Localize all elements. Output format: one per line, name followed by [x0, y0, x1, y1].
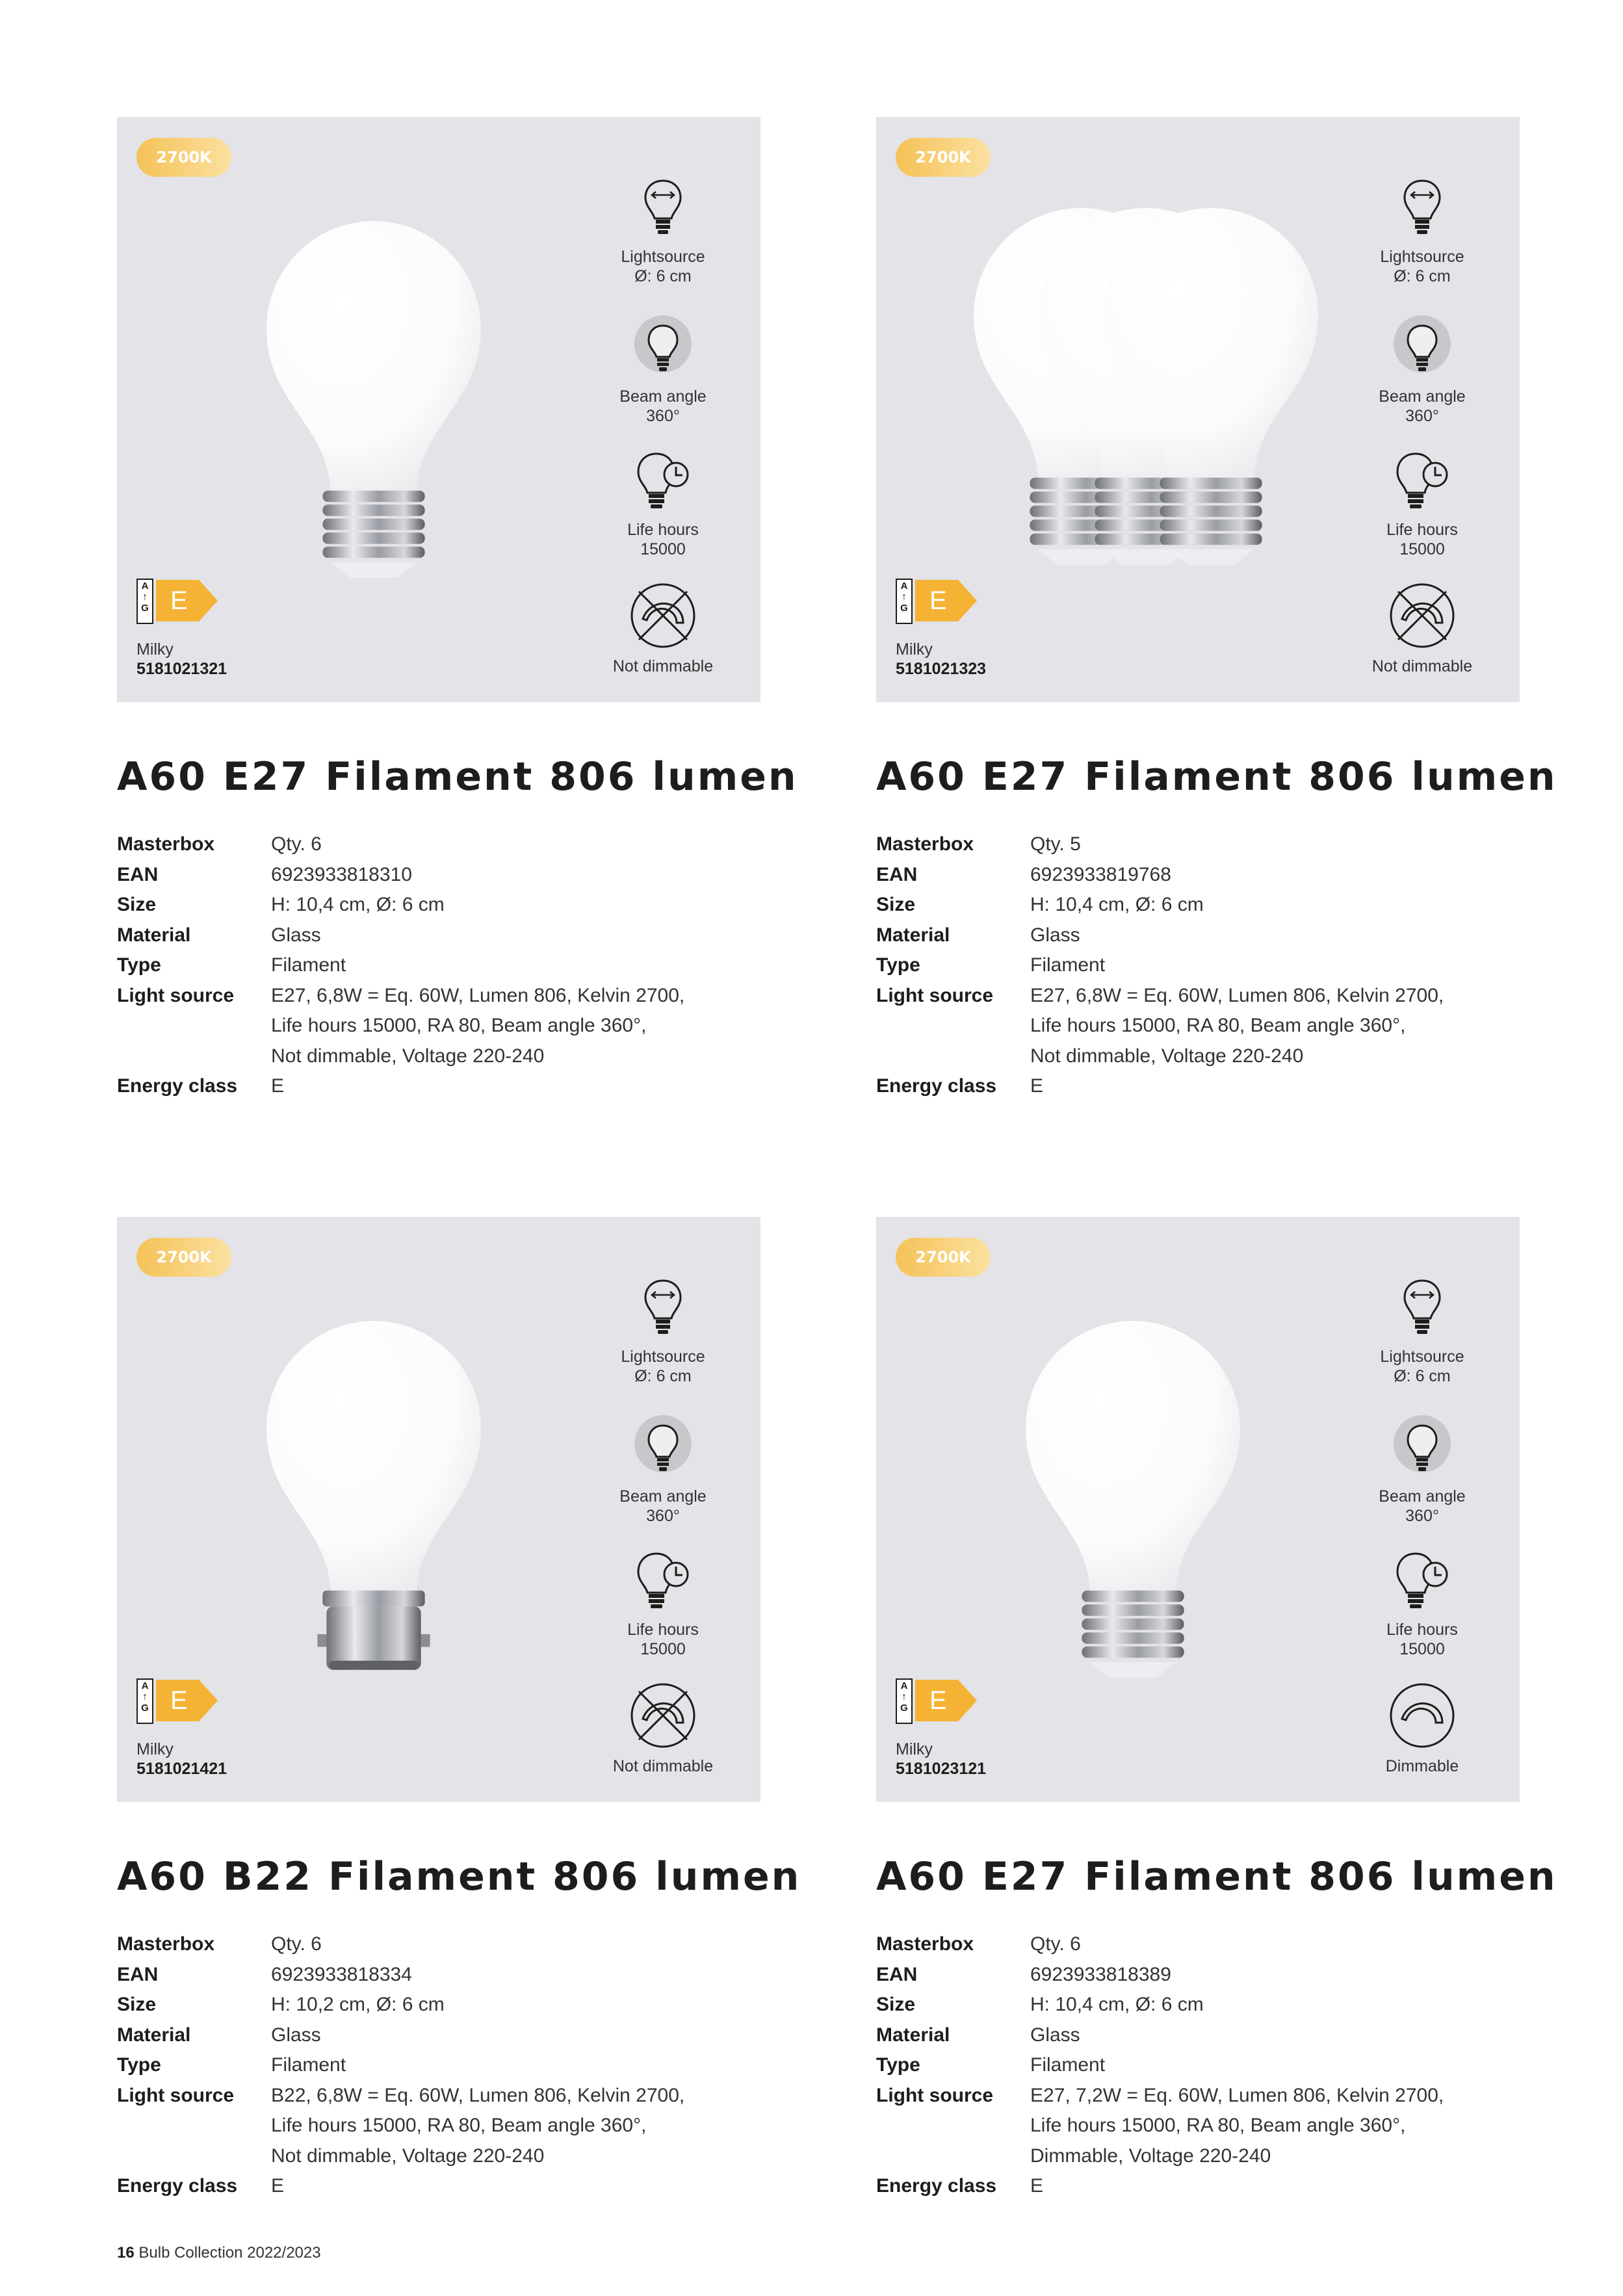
spec-label: Material [876, 2024, 950, 2046]
lightsource-label: Lightsource [621, 248, 705, 266]
life-hours-feature [1357, 1548, 1487, 1659]
spec-value: Glass [271, 924, 321, 946]
energy-scale-top: A [141, 581, 149, 592]
product-card [117, 1217, 801, 2202]
spec-row [876, 2081, 1520, 2172]
spec-label: EAN [117, 1963, 159, 1985]
life-hours-label: Life hours [627, 1621, 699, 1639]
lightsource-icon [640, 176, 686, 247]
dimmable-icon [1386, 1680, 1458, 1751]
spec-value: Qty. 6 [271, 833, 322, 855]
spec-row [876, 890, 1520, 920]
life-hours-icon [1390, 1548, 1455, 1620]
color-temperature-badge: 2700K [896, 1238, 991, 1277]
lightsource-feature [1357, 176, 1487, 286]
energy-label [896, 1678, 980, 1724]
spec-value: Glass [271, 2024, 321, 2046]
energy-scale-arrow: ↑ [142, 592, 148, 603]
spec-row [117, 920, 760, 951]
product-title: A60 E27 Filament 806 lumen [876, 754, 1557, 800]
spec-value: Filament [1030, 954, 1106, 976]
beam-angle-icon [1390, 1415, 1455, 1487]
lightsource-icon [1399, 1275, 1445, 1347]
article-number: 5181021323 [896, 660, 987, 678]
spec-table [117, 1929, 760, 2202]
life-hours-value: 15000 [1399, 1640, 1445, 1658]
spec-row [117, 829, 760, 860]
dimming-label: Not dimmable [1371, 657, 1473, 675]
spec-label: Light source [117, 2084, 235, 2106]
lightsource-icon [640, 1275, 686, 1347]
spec-row [876, 2050, 1520, 2081]
spec-label: Material [117, 924, 191, 946]
spec-value: Qty. 6 [1030, 1933, 1081, 1955]
product-title: A60 E27 Filament 806 lumen [117, 754, 798, 800]
lightsource-label: Lightsource [621, 1348, 705, 1366]
dimming-label: Not dimmable [612, 1757, 714, 1775]
spec-row [117, 1960, 760, 1990]
product-title: A60 E27 Filament 806 lumen [876, 1854, 1557, 1899]
beam-angle-label: Beam angle [619, 387, 707, 406]
spec-row [117, 2020, 760, 2051]
spec-label: EAN [876, 863, 918, 885]
spec-row [876, 981, 1520, 1072]
spec-label: Material [876, 924, 950, 946]
spec-row [876, 2020, 1520, 2051]
spec-row [117, 950, 760, 981]
energy-scale-arrow: ↑ [142, 1691, 148, 1702]
energy-class-letter: E [170, 586, 188, 615]
spec-row [117, 1071, 760, 1102]
not-dimmable-icon [627, 580, 699, 651]
life-hours-icon [630, 449, 695, 520]
article-number: 5181021321 [136, 660, 227, 678]
beam-angle-value: 360° [646, 1507, 680, 1525]
spec-value: Qty. 5 [1030, 833, 1081, 855]
spec-row [876, 1929, 1520, 1960]
product-card [117, 117, 798, 1102]
bulb-image [980, 1301, 1273, 1756]
lightsource-feature [598, 1275, 728, 1386]
beam-angle-label: Beam angle [1379, 387, 1466, 406]
dimming-feature [1357, 580, 1487, 676]
article-number: 5181023121 [896, 1760, 987, 1778]
spec-label: Energy class [117, 2175, 238, 2197]
spec-value: Glass [1030, 924, 1080, 946]
spec-row [117, 2081, 760, 2172]
spec-value: E27, 6,8W = Eq. 60W, Lumen 806, Kelvin 2700, Life hours 15000, RA 80, Beam angle 360°, Not dimmable, Voltage 220-240 [1030, 984, 1444, 1067]
spec-row [117, 981, 760, 1072]
spec-label: Masterbox [117, 833, 215, 855]
life-hours-feature [598, 1548, 728, 1659]
spec-value: Filament [271, 2054, 346, 2076]
spec-row [876, 1960, 1520, 1990]
product-image-panel [117, 1217, 760, 1802]
dimming-label: Dimmable [1385, 1757, 1459, 1775]
spec-row [876, 829, 1520, 860]
bulb-image [221, 202, 513, 657]
spec-value: H: 10,2 cm, Ø: 6 cm [271, 1994, 445, 2015]
lightsource-feature [598, 176, 728, 286]
spec-label: Type [117, 954, 161, 976]
beam-angle-feature [1357, 1415, 1487, 1526]
product-title: A60 B22 Filament 806 lumen [117, 1854, 801, 1899]
spec-label: Type [876, 2054, 920, 2076]
lightsource-value: Ø: 6 cm [634, 1367, 692, 1385]
spec-row [117, 890, 760, 920]
energy-scale-icon [896, 579, 913, 624]
life-hours-feature [598, 449, 728, 559]
spec-row [876, 1071, 1520, 1102]
beam-angle-value: 360° [646, 407, 680, 425]
product-image-panel [876, 1217, 1520, 1802]
product-card [876, 1217, 1557, 2202]
spec-table [117, 829, 760, 1102]
spec-row [876, 950, 1520, 981]
publication-title: Bulb Collection 2022/2023 [138, 2244, 321, 2262]
spec-row [117, 860, 760, 891]
article-number: 5181021421 [136, 1760, 227, 1778]
beam-angle-feature [1357, 315, 1487, 426]
lightsource-label: Lightsource [1380, 1348, 1464, 1366]
product-image-panel [117, 117, 760, 702]
spec-label: Masterbox [876, 1933, 974, 1955]
spec-label: Light source [876, 984, 994, 1006]
life-hours-label: Life hours [1386, 521, 1458, 539]
energy-scale-bottom: G [141, 603, 149, 614]
spec-value: Filament [1030, 2054, 1106, 2076]
energy-label [136, 579, 221, 624]
spec-label: EAN [876, 1963, 918, 1985]
spec-value: 6923933818334 [271, 1963, 412, 1985]
spec-label: Size [876, 1994, 916, 2015]
energy-scale-bottom: G [900, 603, 908, 614]
spec-label: Masterbox [117, 1933, 215, 1955]
spec-value: 6923933818389 [1030, 1963, 1171, 1985]
life-hours-label: Life hours [1386, 1621, 1458, 1639]
page-footer [117, 2244, 321, 2262]
spec-value: E27, 7,2W = Eq. 60W, Lumen 806, Kelvin 2700, Life hours 15000, RA 80, Beam angle 360°, Dimmable, Voltage 220-240 [1030, 2084, 1444, 2167]
spec-row [876, 860, 1520, 891]
spec-value: E [1030, 2175, 1044, 2197]
finish-label: Milky [136, 640, 174, 659]
spec-table [876, 829, 1520, 1102]
spec-row [117, 2050, 760, 2081]
lightsource-label: Lightsource [1380, 248, 1464, 266]
spec-label: Light source [117, 984, 235, 1006]
spec-value: H: 10,4 cm, Ø: 6 cm [1030, 894, 1204, 915]
color-temperature-badge: 2700K [136, 138, 231, 177]
spec-value: Filament [271, 954, 346, 976]
beam-angle-icon [1390, 315, 1455, 387]
color-temperature-badge: 2700K [896, 138, 991, 177]
bulb-trio-image [948, 202, 1338, 657]
spec-label: EAN [117, 863, 159, 885]
spec-row [876, 2171, 1520, 2202]
energy-scale-arrow: ↑ [902, 1691, 907, 1702]
energy-scale-bottom: G [141, 1702, 149, 1714]
lightsource-feature [1357, 1275, 1487, 1386]
spec-row [117, 1929, 760, 1960]
energy-class-letter: E [929, 1686, 947, 1715]
beam-angle-value: 360° [1405, 1507, 1439, 1525]
energy-scale-bottom: G [900, 1702, 908, 1714]
bulb-image [221, 1301, 513, 1756]
product-image-panel [876, 117, 1520, 702]
spec-table [876, 1929, 1520, 2202]
spec-label: Size [876, 894, 916, 915]
spec-row [876, 1990, 1520, 2020]
spec-label: Energy class [876, 2175, 997, 2197]
spec-value: Glass [1030, 2024, 1080, 2046]
beam-angle-label: Beam angle [1379, 1487, 1466, 1506]
dimming-feature [1357, 1680, 1487, 1776]
spec-label: Energy class [876, 1075, 997, 1097]
finish-label: Milky [136, 1740, 174, 1758]
life-hours-label: Life hours [627, 521, 699, 539]
beam-angle-feature [598, 1415, 728, 1526]
life-hours-icon [1390, 449, 1455, 520]
energy-scale-top: A [900, 581, 908, 592]
spec-row [117, 2171, 760, 2202]
spec-value: E [271, 2175, 285, 2197]
spec-label: Type [876, 954, 920, 976]
spec-label: Size [117, 1994, 157, 2015]
not-dimmable-icon [1386, 580, 1458, 651]
spec-value: 6923933818310 [271, 863, 412, 885]
not-dimmable-icon [627, 1680, 699, 1751]
dimming-feature [598, 580, 728, 676]
energy-scale-icon [896, 1678, 913, 1724]
product-card [876, 117, 1557, 1102]
beam-angle-label: Beam angle [619, 1487, 707, 1506]
energy-class-letter: E [929, 586, 947, 615]
lightsource-value: Ø: 6 cm [1394, 267, 1451, 285]
energy-scale-top: A [900, 1680, 908, 1691]
spec-label: Type [117, 2054, 161, 2076]
life-hours-feature [1357, 449, 1487, 559]
life-hours-icon [630, 1548, 695, 1620]
spec-value: H: 10,4 cm, Ø: 6 cm [1030, 1994, 1204, 2015]
spec-value: 6923933819768 [1030, 863, 1171, 885]
life-hours-value: 15000 [1399, 540, 1445, 558]
finish-label: Milky [896, 640, 933, 659]
spec-value: H: 10,4 cm, Ø: 6 cm [271, 894, 445, 915]
finish-label: Milky [896, 1740, 933, 1758]
spec-label: Energy class [117, 1075, 238, 1097]
spec-value: E [271, 1075, 285, 1097]
energy-scale-icon [136, 1678, 153, 1724]
dimming-feature [598, 1680, 728, 1776]
energy-label [136, 1678, 221, 1724]
energy-label [896, 579, 980, 624]
spec-label: Size [117, 894, 157, 915]
beam-angle-feature [598, 315, 728, 426]
spec-value: E [1030, 1075, 1044, 1097]
energy-scale-arrow: ↑ [902, 592, 907, 603]
page-number: 16 [117, 2244, 135, 2262]
beam-angle-icon [630, 315, 695, 387]
spec-value: E27, 6,8W = Eq. 60W, Lumen 806, Kelvin 2700, Life hours 15000, RA 80, Beam angle 360°, Not dimmable, Voltage 220-240 [271, 984, 685, 1067]
lightsource-value: Ø: 6 cm [1394, 1367, 1451, 1385]
energy-class-letter: E [170, 1686, 188, 1715]
energy-scale-icon [136, 579, 153, 624]
spec-label: Material [117, 2024, 191, 2046]
spec-value: Qty. 6 [271, 1933, 322, 1955]
energy-scale-top: A [141, 1680, 149, 1691]
beam-angle-value: 360° [1405, 407, 1439, 425]
spec-row [876, 920, 1520, 951]
color-temperature-badge: 2700K [136, 1238, 231, 1277]
lightsource-value: Ø: 6 cm [634, 267, 692, 285]
dimming-label: Not dimmable [612, 657, 714, 675]
lightsource-icon [1399, 176, 1445, 247]
spec-label: Masterbox [876, 833, 974, 855]
spec-value: B22, 6,8W = Eq. 60W, Lumen 806, Kelvin 2700, Life hours 15000, RA 80, Beam angle 360°, Not dimmable, Voltage 220-240 [271, 2084, 685, 2167]
life-hours-value: 15000 [640, 540, 686, 558]
spec-label: Light source [876, 2084, 994, 2106]
spec-row [117, 1990, 760, 2020]
life-hours-value: 15000 [640, 1640, 686, 1658]
beam-angle-icon [630, 1415, 695, 1487]
